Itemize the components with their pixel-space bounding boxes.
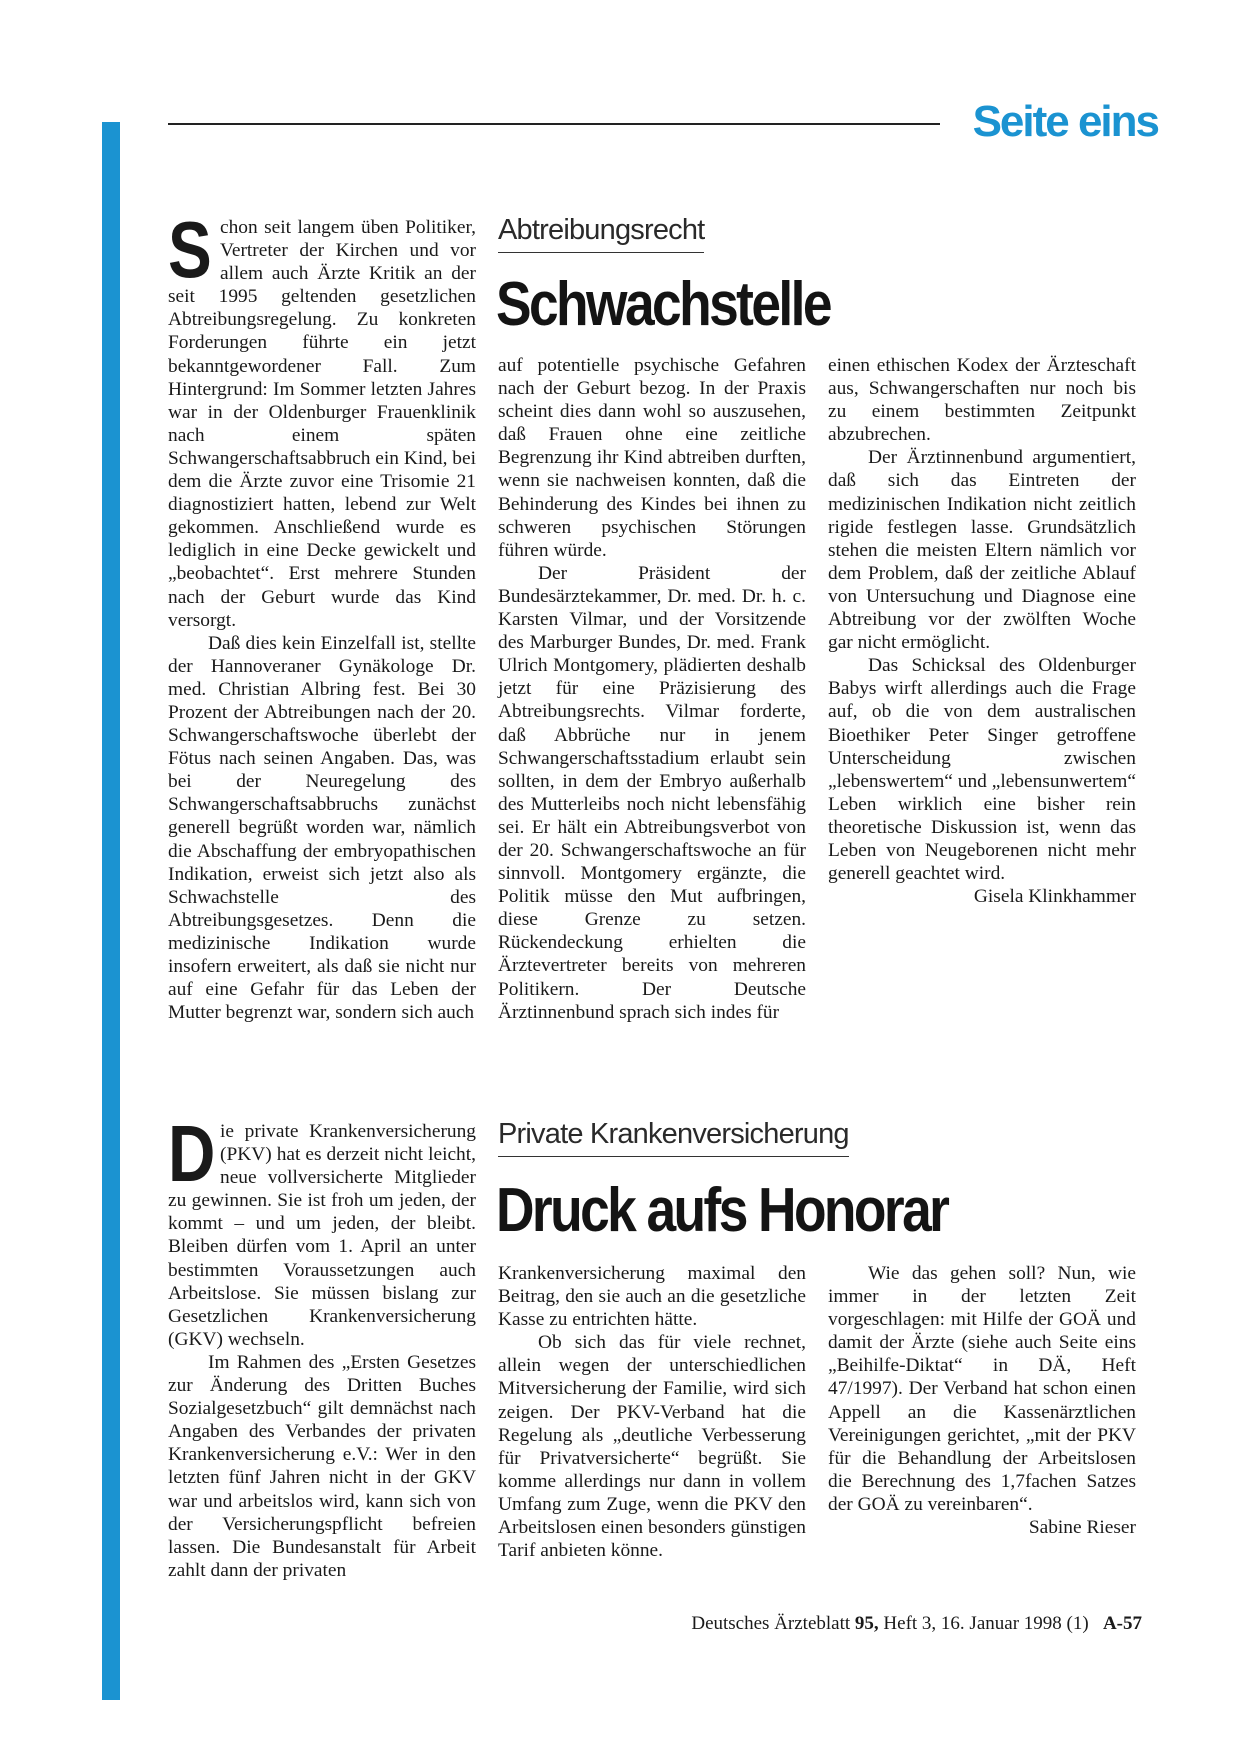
footer-page-number: A-57 — [1102, 1613, 1142, 1634]
article2-kicker: Private Krankenversicherung — [498, 1116, 849, 1157]
article2-paragraph: Im Rahmen des „Ersten Gesetzes zur Änderung des Dritten Buches Sozialgesetzbuch“ gilt demnächst nach Angaben des Verbandes der privaten Krankenversicherung e.V.: Wer in den letzten fünf Jahren nicht in der GKV war und arbeitslos wird, kann sich von der Versicherungspflicht befreien lassen. Die Bundesanstalt für Arbeit zahlt dann der privaten — [168, 1351, 476, 1581]
article2-author: Sabine Rieser — [1028, 1517, 1136, 1539]
article2-column-2 — [498, 1262, 806, 1590]
article2-paragraph: Krankenversicherung maximal den Beitrag, den sie auch an die gesetzliche Kasse zu entrichten hätte. — [498, 1263, 806, 1331]
article1-kicker: Abtreibungsrecht — [498, 212, 704, 253]
article2-column-1 — [168, 1109, 476, 1590]
article1-column-3 — [828, 354, 1136, 1028]
header-rule — [168, 123, 940, 125]
page-footer — [600, 1612, 1142, 1636]
footer-issue: Heft 3, 16. Januar 1998 (1) — [883, 1613, 1089, 1634]
article1-paragraph: einen ethischen Kodex der Ärzteschaft aus, Schwangerschaften nur noch bis zu einem bestimmten Zeitpunkt abzubrechen. — [828, 355, 1136, 446]
article1-paragraph: auf potentielle psychische Gefahren nach der Geburt bezog. In der Praxis scheint dies dann wohl so auszusehen, daß Frauen ohne eine zeitliche Begrenzung ihr Kind abtreiben durften, wenn sie nachweisen konnten, daß die Behinderung des Kindes bei ihnen zu schweren psychischen Störungen führen würde. — [498, 355, 806, 561]
article1-author: Gisela Klinkhammer — [973, 886, 1136, 908]
article2-paragraph: ie private Krankenversicherung (PKV) hat es derzeit nicht leicht, neue vollversicherte Mitglieder zu gewinnen. Sie ist froh um jeden, der kommt – und um jeden, der bleibt. Bleiben dürfen vom 1. April an unter bestimmten Voraussetzungen auch Arbeitslose. Sie müssen bislang zur Gesetzlichen Krankenversicherung (GKV) wechseln. — [168, 1121, 476, 1350]
article1-column-2 — [498, 354, 806, 1028]
accent-sidebar-bar — [102, 122, 120, 1700]
article1-paragraph: Daß dies kein Einzelfall ist, stellte der Hannoveraner Gynäkologe Dr. med. Christian Albring fest. Bei 30 Prozent der Abtreibungen nach der 20. Schwangerschaftswoche überlebt der Fötus nach seinen Angaben. Das, was bei der Neuregelung des Schwangerschaftsabbruchs zunächst generell begrüßt worden war, nämlich die Abschaffung der embryopathischen Indikation, erweist sich jetzt also als Schwachstelle des Abtreibungsgesetzes. Denn die medizinische Indikation wurde insofern erweitert, als daß sie nicht nur auf eine Gefahr für das Leben der Mutter begrenzt war, sondern sich auch — [168, 632, 476, 1024]
article2-paragraph: Wie das gehen soll? Nun, wie immer in der letzten Zeit vorgeschlagen: mit Hilfe der GOÄ und damit der Ärzte (siehe auch Seite eins „Beihilfe-Diktat“ in DÄ, Heft 47/1997). Der Verband hat schon einen Appell an die Kassenärztlichen Vereinigungen gerichtet, „mit der PKV für die Behandlung der Arbeitslosen die Berechnung des 1,7fachen Satzes der GOÄ zu vereinbaren“. — [828, 1263, 1136, 1515]
article1-paragraph: Der Präsident der Bundesärztekammer, Dr. med. Dr. h. c. Karsten Vilmar, und der Vorsitzende des Marburger Bundes, Dr. med. Frank Ulrich Montgomery, plädierten deshalb jetzt für eine Präzisierung des Abtreibungsrechts. Vilmar forderte, daß Abbrüche nur in jenem Schwangerschaftsstadium erlaubt sein sollten, in dem der Embryo außerhalb des Mutterleibs noch nicht lebensfähig sei. Er hält ein Abtreibungsverbot von der 20. Schwangerschaftswoche an für sinnvoll. Montgomery ergänzte, die Politik müsse den Mut aufbringen, diese Grenze zu setzen. Rückendeckung erhielten die Ärztevertreter bereits von mehreren Politikern. Der Deutsche Ärztinnenbund sprach sich indes für — [498, 562, 806, 1023]
footer-journal: Deutsches Ärzteblatt — [691, 1613, 851, 1634]
article2-dropcap: D — [168, 1109, 216, 1198]
article2-column-3 — [828, 1262, 1136, 1590]
article1-paragraph: Das Schicksal des Oldenburger Babys wirft allerdings auch die Frage auf, ob die von dem australischen Bioethiker Peter Singer getroffene Unterscheidung zwischen „lebenswertem“ und „lebensunwertem“ Leben wirklich eine bisher rein theoretische Diskussion ist, wenn das Leben von Neugeborenen nicht mehr generell geachtet wird. — [828, 655, 1136, 885]
article1-dropcap: S — [168, 205, 212, 294]
article1-paragraph: chon seit langem üben Politiker, Vertreter der Kirchen und vor allem auch Ärzte Kritik an der seit 1995 geltenden gesetzlichen Abtreibungsregelung. Zu konkreten Forderungen führte ein jetzt bekanntgewordener Fall. Zum Hintergrund: Im Sommer letzten Jahres war in der Oldenburger Frauenklinik nach einem späten Schwangerschaftsabbruch ein Kind, bei dem die Ärzte zuvor eine Trisomie 21 diagnostiziert hatten, lebend zur Welt gekommen. Anschließend wurde es lediglich in eine Decke gewickelt und „beobachtet“. Erst mehrere Stunden nach der Geburt wurde das Kind versorgt. — [168, 217, 476, 631]
article1-column-1 — [168, 205, 476, 1028]
article2-paragraph: Ob sich das für viele rechnet, allein wegen der unterschiedlichen Mitversicherung der Familie, wird sich zeigen. Der PKV-Verband hat die Regelung als „deutliche Verbesserung für Privatversicherte“ begrüßt. Sie komme allerdings nur dann in vollem Umfang zum Zuge, wenn die PKV den Arbeitslosen einen besonders günstigen Tarif anbieten könne. — [498, 1332, 806, 1562]
article1-paragraph: Der Ärztinnenbund argumentiert, daß sich das Eintreten der medizinischen Indikation nicht zeitlich rigide festlegen lasse. Grundsätzlich stehen die meisten Eltern nämlich vor dem Problem, daß der zeitliche Ablauf von Untersuchung und Diagnose eine Abtreibung vor der zwölften Woche gar nicht ermöglicht. — [828, 447, 1136, 654]
footer-volume: 95, — [854, 1613, 879, 1634]
article2-headline: Druck aufs Honorar — [496, 1176, 948, 1245]
section-label: Seite eins — [972, 97, 1158, 146]
article1-headline: Schwachstelle — [496, 270, 830, 339]
